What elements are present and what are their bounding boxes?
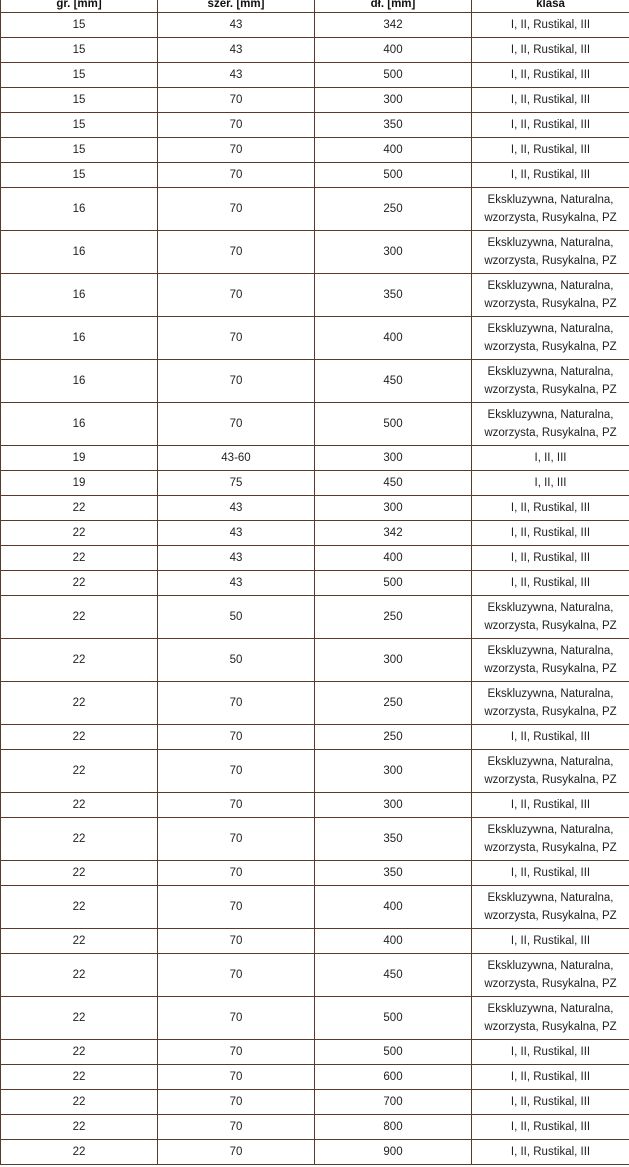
- cell-width: 70: [158, 188, 315, 231]
- cell-class: Ekskluzywna, Naturalna, wzorzysta, Rusykalna, PZ: [472, 997, 629, 1040]
- table-row: [1, 1140, 629, 1165]
- cell-width: 43: [158, 13, 315, 38]
- cell-thickness: 16: [1, 360, 158, 403]
- cell-length: 450: [315, 360, 472, 403]
- cell-thickness: 22: [1, 793, 158, 818]
- table-row: [1, 231, 629, 274]
- cell-length: 250: [315, 596, 472, 639]
- cell-class: I, II, Rustikal, III: [472, 1140, 629, 1165]
- table-row: [1, 639, 629, 682]
- cell-length: 800: [315, 1115, 472, 1140]
- table-row: [1, 471, 629, 496]
- column-header-width: szer. [mm]: [158, 0, 315, 13]
- table-row: [1, 793, 629, 818]
- table-row: [1, 496, 629, 521]
- cell-thickness: 22: [1, 886, 158, 929]
- column-header-length: dł. [mm]: [315, 0, 472, 13]
- cell-thickness: 22: [1, 954, 158, 997]
- cell-length: 300: [315, 496, 472, 521]
- cell-thickness: 16: [1, 317, 158, 360]
- table-row: [1, 63, 629, 88]
- cell-thickness: 15: [1, 13, 158, 38]
- cell-width: 70: [158, 317, 315, 360]
- cell-class: I, II, Rustikal, III: [472, 521, 629, 546]
- cell-class: Ekskluzywna, Naturalna, wzorzysta, Rusykalna, PZ: [472, 886, 629, 929]
- table-row: [1, 725, 629, 750]
- cell-thickness: 22: [1, 725, 158, 750]
- cell-length: 500: [315, 1040, 472, 1065]
- cell-length: 500: [315, 571, 472, 596]
- cell-class: I, II, Rustikal, III: [472, 929, 629, 954]
- cell-thickness: 15: [1, 63, 158, 88]
- cell-length: 350: [315, 113, 472, 138]
- cell-width: 75: [158, 471, 315, 496]
- table-body: [1, 13, 629, 1165]
- cell-width: 70: [158, 88, 315, 113]
- table-row: [1, 274, 629, 317]
- table-row: [1, 954, 629, 997]
- cell-length: 400: [315, 546, 472, 571]
- cell-length: 350: [315, 861, 472, 886]
- cell-width: 70: [158, 861, 315, 886]
- cell-class: I, II, Rustikal, III: [472, 496, 629, 521]
- cell-thickness: 19: [1, 471, 158, 496]
- cell-thickness: 22: [1, 1090, 158, 1115]
- table-row: [1, 360, 629, 403]
- cell-width: 70: [158, 1115, 315, 1140]
- cell-length: 342: [315, 13, 472, 38]
- table-row: [1, 1040, 629, 1065]
- cell-length: 450: [315, 471, 472, 496]
- cell-width: 70: [158, 682, 315, 725]
- cell-width: 70: [158, 954, 315, 997]
- cell-width: 70: [158, 818, 315, 861]
- cell-thickness: 22: [1, 929, 158, 954]
- cell-width: 43: [158, 63, 315, 88]
- cell-class: I, II, Rustikal, III: [472, 113, 629, 138]
- cell-width: 70: [158, 360, 315, 403]
- cell-length: 400: [315, 317, 472, 360]
- table-row: [1, 1065, 629, 1090]
- cell-class: I, II, Rustikal, III: [472, 571, 629, 596]
- cell-thickness: 22: [1, 861, 158, 886]
- table-row: [1, 113, 629, 138]
- table-row: [1, 163, 629, 188]
- cell-width: 43-60: [158, 446, 315, 471]
- cell-class: I, II, Rustikal, III: [472, 163, 629, 188]
- cell-length: 300: [315, 750, 472, 793]
- cell-thickness: 22: [1, 1065, 158, 1090]
- cell-width: 70: [158, 997, 315, 1040]
- cell-length: 500: [315, 163, 472, 188]
- cell-thickness: 22: [1, 596, 158, 639]
- cell-length: 250: [315, 188, 472, 231]
- table-row: [1, 403, 629, 446]
- cell-class: Ekskluzywna, Naturalna, wzorzysta, Rusykalna, PZ: [472, 274, 629, 317]
- cell-thickness: 19: [1, 446, 158, 471]
- cell-length: 350: [315, 274, 472, 317]
- table-row: [1, 38, 629, 63]
- cell-class: Ekskluzywna, Naturalna, wzorzysta, Rusykalna, PZ: [472, 596, 629, 639]
- cell-length: 250: [315, 725, 472, 750]
- cell-thickness: 22: [1, 1115, 158, 1140]
- cell-width: 70: [158, 274, 315, 317]
- cell-thickness: 22: [1, 818, 158, 861]
- cell-thickness: 22: [1, 1040, 158, 1065]
- table-row: [1, 88, 629, 113]
- cell-class: I, II, III: [472, 471, 629, 496]
- cell-length: 500: [315, 403, 472, 446]
- cell-class: Ekskluzywna, Naturalna, wzorzysta, Rusykalna, PZ: [472, 818, 629, 861]
- cell-thickness: 16: [1, 188, 158, 231]
- cell-class: Ekskluzywna, Naturalna, wzorzysta, Rusykalna, PZ: [472, 954, 629, 997]
- table-row: [1, 861, 629, 886]
- cell-length: 450: [315, 954, 472, 997]
- cell-length: 342: [315, 521, 472, 546]
- table-row: [1, 596, 629, 639]
- table-row: [1, 929, 629, 954]
- table-row: [1, 1115, 629, 1140]
- cell-width: 70: [158, 1140, 315, 1165]
- table-row: [1, 446, 629, 471]
- table-row: [1, 317, 629, 360]
- table-row: [1, 997, 629, 1040]
- cell-width: 70: [158, 163, 315, 188]
- cell-width: 70: [158, 231, 315, 274]
- column-header-thickness: gr. [mm]: [1, 0, 158, 13]
- cell-class: I, II, Rustikal, III: [472, 546, 629, 571]
- cell-class: I, II, Rustikal, III: [472, 725, 629, 750]
- table-row: [1, 750, 629, 793]
- table-header: [1, 0, 629, 13]
- table-row: [1, 13, 629, 38]
- cell-class: I, II, Rustikal, III: [472, 1115, 629, 1140]
- cell-class: Ekskluzywna, Naturalna, wzorzysta, Rusykalna, PZ: [472, 682, 629, 725]
- cell-length: 400: [315, 138, 472, 163]
- cell-width: 70: [158, 750, 315, 793]
- cell-thickness: 15: [1, 38, 158, 63]
- cell-width: 70: [158, 886, 315, 929]
- cell-length: 350: [315, 818, 472, 861]
- cell-width: 70: [158, 403, 315, 446]
- cell-thickness: 16: [1, 403, 158, 446]
- cell-thickness: 16: [1, 231, 158, 274]
- cell-class: I, II, Rustikal, III: [472, 88, 629, 113]
- cell-thickness: 22: [1, 682, 158, 725]
- cell-width: 43: [158, 521, 315, 546]
- cell-length: 250: [315, 682, 472, 725]
- cell-length: 300: [315, 639, 472, 682]
- cell-thickness: 22: [1, 1140, 158, 1165]
- column-header-class: klasa: [472, 0, 629, 13]
- cell-class: I, II, Rustikal, III: [472, 861, 629, 886]
- cell-class: Ekskluzywna, Naturalna, wzorzysta, Rusykalna, PZ: [472, 317, 629, 360]
- cell-width: 70: [158, 929, 315, 954]
- cell-thickness: 15: [1, 138, 158, 163]
- cell-class: I, II, Rustikal, III: [472, 793, 629, 818]
- cell-thickness: 22: [1, 521, 158, 546]
- cell-class: Ekskluzywna, Naturalna, wzorzysta, Rusykalna, PZ: [472, 360, 629, 403]
- cell-class: Ekskluzywna, Naturalna, wzorzysta, Rusykalna, PZ: [472, 750, 629, 793]
- cell-length: 700: [315, 1090, 472, 1115]
- cell-class: I, II, Rustikal, III: [472, 138, 629, 163]
- cell-class: Ekskluzywna, Naturalna, wzorzysta, Rusykalna, PZ: [472, 403, 629, 446]
- cell-thickness: 15: [1, 163, 158, 188]
- cell-width: 50: [158, 639, 315, 682]
- cell-thickness: 15: [1, 88, 158, 113]
- cell-length: 900: [315, 1140, 472, 1165]
- table-row: [1, 682, 629, 725]
- cell-class: Ekskluzywna, Naturalna, wzorzysta, Rusykalna, PZ: [472, 639, 629, 682]
- cell-class: Ekskluzywna, Naturalna, wzorzysta, Rusykalna, PZ: [472, 231, 629, 274]
- cell-thickness: 22: [1, 496, 158, 521]
- table-row: [1, 1090, 629, 1115]
- cell-class: Ekskluzywna, Naturalna, wzorzysta, Rusykalna, PZ: [472, 188, 629, 231]
- cell-length: 400: [315, 38, 472, 63]
- cell-length: 300: [315, 88, 472, 113]
- cell-thickness: 22: [1, 997, 158, 1040]
- table-row: [1, 521, 629, 546]
- cell-length: 300: [315, 231, 472, 274]
- cell-length: 400: [315, 886, 472, 929]
- cell-width: 70: [158, 138, 315, 163]
- cell-width: 43: [158, 546, 315, 571]
- table-row: [1, 138, 629, 163]
- cell-width: 70: [158, 725, 315, 750]
- cell-width: 70: [158, 1090, 315, 1115]
- cell-length: 500: [315, 997, 472, 1040]
- cell-thickness: 22: [1, 750, 158, 793]
- table-row: [1, 818, 629, 861]
- header-row: [1, 0, 629, 13]
- cell-thickness: 16: [1, 274, 158, 317]
- cell-width: 50: [158, 596, 315, 639]
- cell-width: 70: [158, 793, 315, 818]
- cell-class: I, II, Rustikal, III: [472, 1040, 629, 1065]
- cell-thickness: 22: [1, 639, 158, 682]
- cell-width: 43: [158, 38, 315, 63]
- cell-class: I, II, III: [472, 446, 629, 471]
- cell-length: 300: [315, 446, 472, 471]
- cell-length: 500: [315, 63, 472, 88]
- cell-length: 300: [315, 793, 472, 818]
- cell-width: 43: [158, 571, 315, 596]
- cell-class: I, II, Rustikal, III: [472, 63, 629, 88]
- table-row: [1, 546, 629, 571]
- cell-thickness: 22: [1, 571, 158, 596]
- cell-width: 70: [158, 1065, 315, 1090]
- table-row: [1, 188, 629, 231]
- cell-class: I, II, Rustikal, III: [472, 1065, 629, 1090]
- cell-width: 70: [158, 1040, 315, 1065]
- cell-width: 43: [158, 496, 315, 521]
- cell-length: 400: [315, 929, 472, 954]
- table-row: [1, 571, 629, 596]
- cell-width: 70: [158, 113, 315, 138]
- cell-class: I, II, Rustikal, III: [472, 13, 629, 38]
- cell-class: I, II, Rustikal, III: [472, 38, 629, 63]
- cell-length: 600: [315, 1065, 472, 1090]
- cell-thickness: 15: [1, 113, 158, 138]
- cell-class: I, II, Rustikal, III: [472, 1090, 629, 1115]
- table-row: [1, 886, 629, 929]
- cell-thickness: 22: [1, 546, 158, 571]
